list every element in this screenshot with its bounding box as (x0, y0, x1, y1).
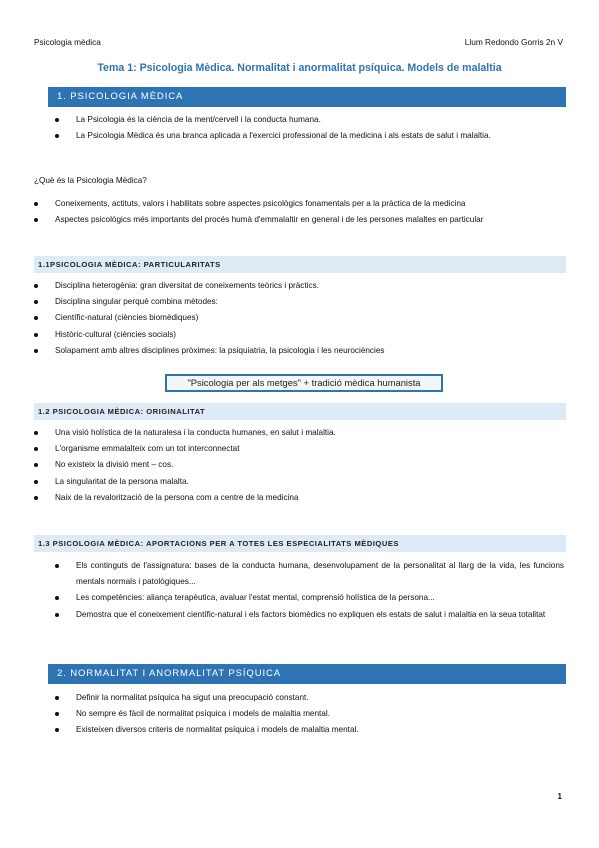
list-item: Històric-cultural (ciències socials) (34, 327, 564, 343)
bullet-icon (34, 218, 38, 222)
bullet-icon (34, 349, 38, 353)
section-1-3-heading: 1.3 PSICOLOGIA MÈDICA: APORTACIONS PER A TOTES LES ESPECIALITATS MÈDIQUES (34, 535, 566, 552)
bullet-icon (55, 613, 59, 617)
bullet-icon (34, 496, 38, 500)
list-item: Solapament amb altres disciplines pròximes: la psiquiatria, la psicologia i les neurociències (34, 343, 564, 359)
section-1-2-heading: 1.2 PSICOLOGIA MÈDICA: ORIGINALITAT (34, 403, 566, 420)
section-1-list (55, 112, 564, 144)
list-item: Les competències: aliança terapèutica, avaluar l'estat mental, comprensió holística de la persona... (55, 590, 564, 606)
list-item: Els continguts de l'assignatura: bases de la conducta humana, desenvolupament de la personalitat al llarg de la vida, les funcions mentals normals i patològiques... (55, 558, 564, 590)
list-item: Coneixements, actituts, valors i habilitats sobre aspectes psicològics fonamentals per a la pràctica de la medicina (34, 196, 564, 212)
quote-box: "Psicologia per als metges" + tradició mèdica humanista (165, 374, 443, 392)
bullet-icon (34, 447, 38, 451)
list-item: Demostra que el coneixement científic-natural i els factors biomèdics no expliquen els estats de salut i malaltia en la seua totalitat (55, 607, 564, 623)
bullet-icon (55, 596, 59, 600)
list-item: Existeixen diversos criteris de normalitat psíquica i models de malaltia mental. (55, 722, 564, 738)
bullet-icon (55, 728, 59, 732)
list-item: La Psicologia és la ciència de la ment/cervell i la conducta humana. (55, 112, 564, 128)
section-1-2-list (34, 425, 564, 506)
bullet-icon (55, 564, 59, 568)
bullet-icon (55, 134, 59, 138)
section-1-heading: 1. PSICOLOGIA MÈDICA (48, 87, 566, 107)
section-2-list (55, 690, 564, 739)
bullet-icon (34, 463, 38, 467)
list-item: Una visió holística de la naturalesa i la conducta humanes, en salut i malaltia. (34, 425, 564, 441)
list-item: No existeix la divisió ment – cos. (34, 457, 564, 473)
bullet-icon (55, 712, 59, 716)
header-left: Psicologia mèdica (34, 37, 101, 47)
list-item: No sempre és fàcil de normalitat psíquica i models de malaltia mental. (55, 706, 564, 722)
header-right: Llum Redondo Gorris 2n V (464, 37, 563, 47)
list-item: La Psicologia Mèdica és una branca aplicada a l'exercici professional de la medicina i als estats de salut i malaltia. (55, 128, 564, 144)
list-item: Disciplina singular perquè combina mètodes: (34, 294, 564, 310)
bullet-icon (55, 118, 59, 122)
bullet-icon (34, 202, 38, 206)
bullet-icon (34, 480, 38, 484)
list-item: Científic-natural (ciències biomèdiques) (34, 310, 564, 326)
document-title: Tema 1: Psicologia Mèdica. Normalitat i anormalitat psíquica. Models de malaltia (97, 62, 502, 74)
list-item: L'organisme emmalalteix com un tot interconnectat (34, 441, 564, 457)
bullet-icon (34, 316, 38, 320)
bullet-icon (34, 431, 38, 435)
section-1-list-2 (34, 196, 564, 228)
list-item: Definir la normalitat psíquica ha sigut una preocupació constant. (55, 690, 564, 706)
bullet-icon (34, 284, 38, 288)
section-1-3-list (55, 558, 564, 623)
bullet-icon (55, 696, 59, 700)
section-2-heading: 2. NORMALITAT I ANORMALITAT PSÍQUICA (48, 664, 566, 684)
list-item: Naix de la revalorització de la persona com a centre de la medicina (34, 490, 564, 506)
bullet-icon (34, 300, 38, 304)
list-item: Disciplina heterogènia: gran diversitat de coneixements teòrics i pràctics. (34, 278, 564, 294)
section-1-1-heading: 1.1PSICOLOGIA MÈDICA: PARTICULARITATS (34, 256, 566, 273)
list-item: La singularitat de la persona malalta. (34, 474, 564, 490)
bullet-icon (34, 333, 38, 337)
list-item: Aspectes psicològics més importants del procés humà d'emmalaltir en general i de les persones malaltes en particular (34, 212, 564, 228)
section-1-1-list (34, 278, 564, 359)
page-number: 1 (557, 792, 562, 801)
question-text: ¿Què és la Psicologia Mèdica? (34, 176, 147, 185)
